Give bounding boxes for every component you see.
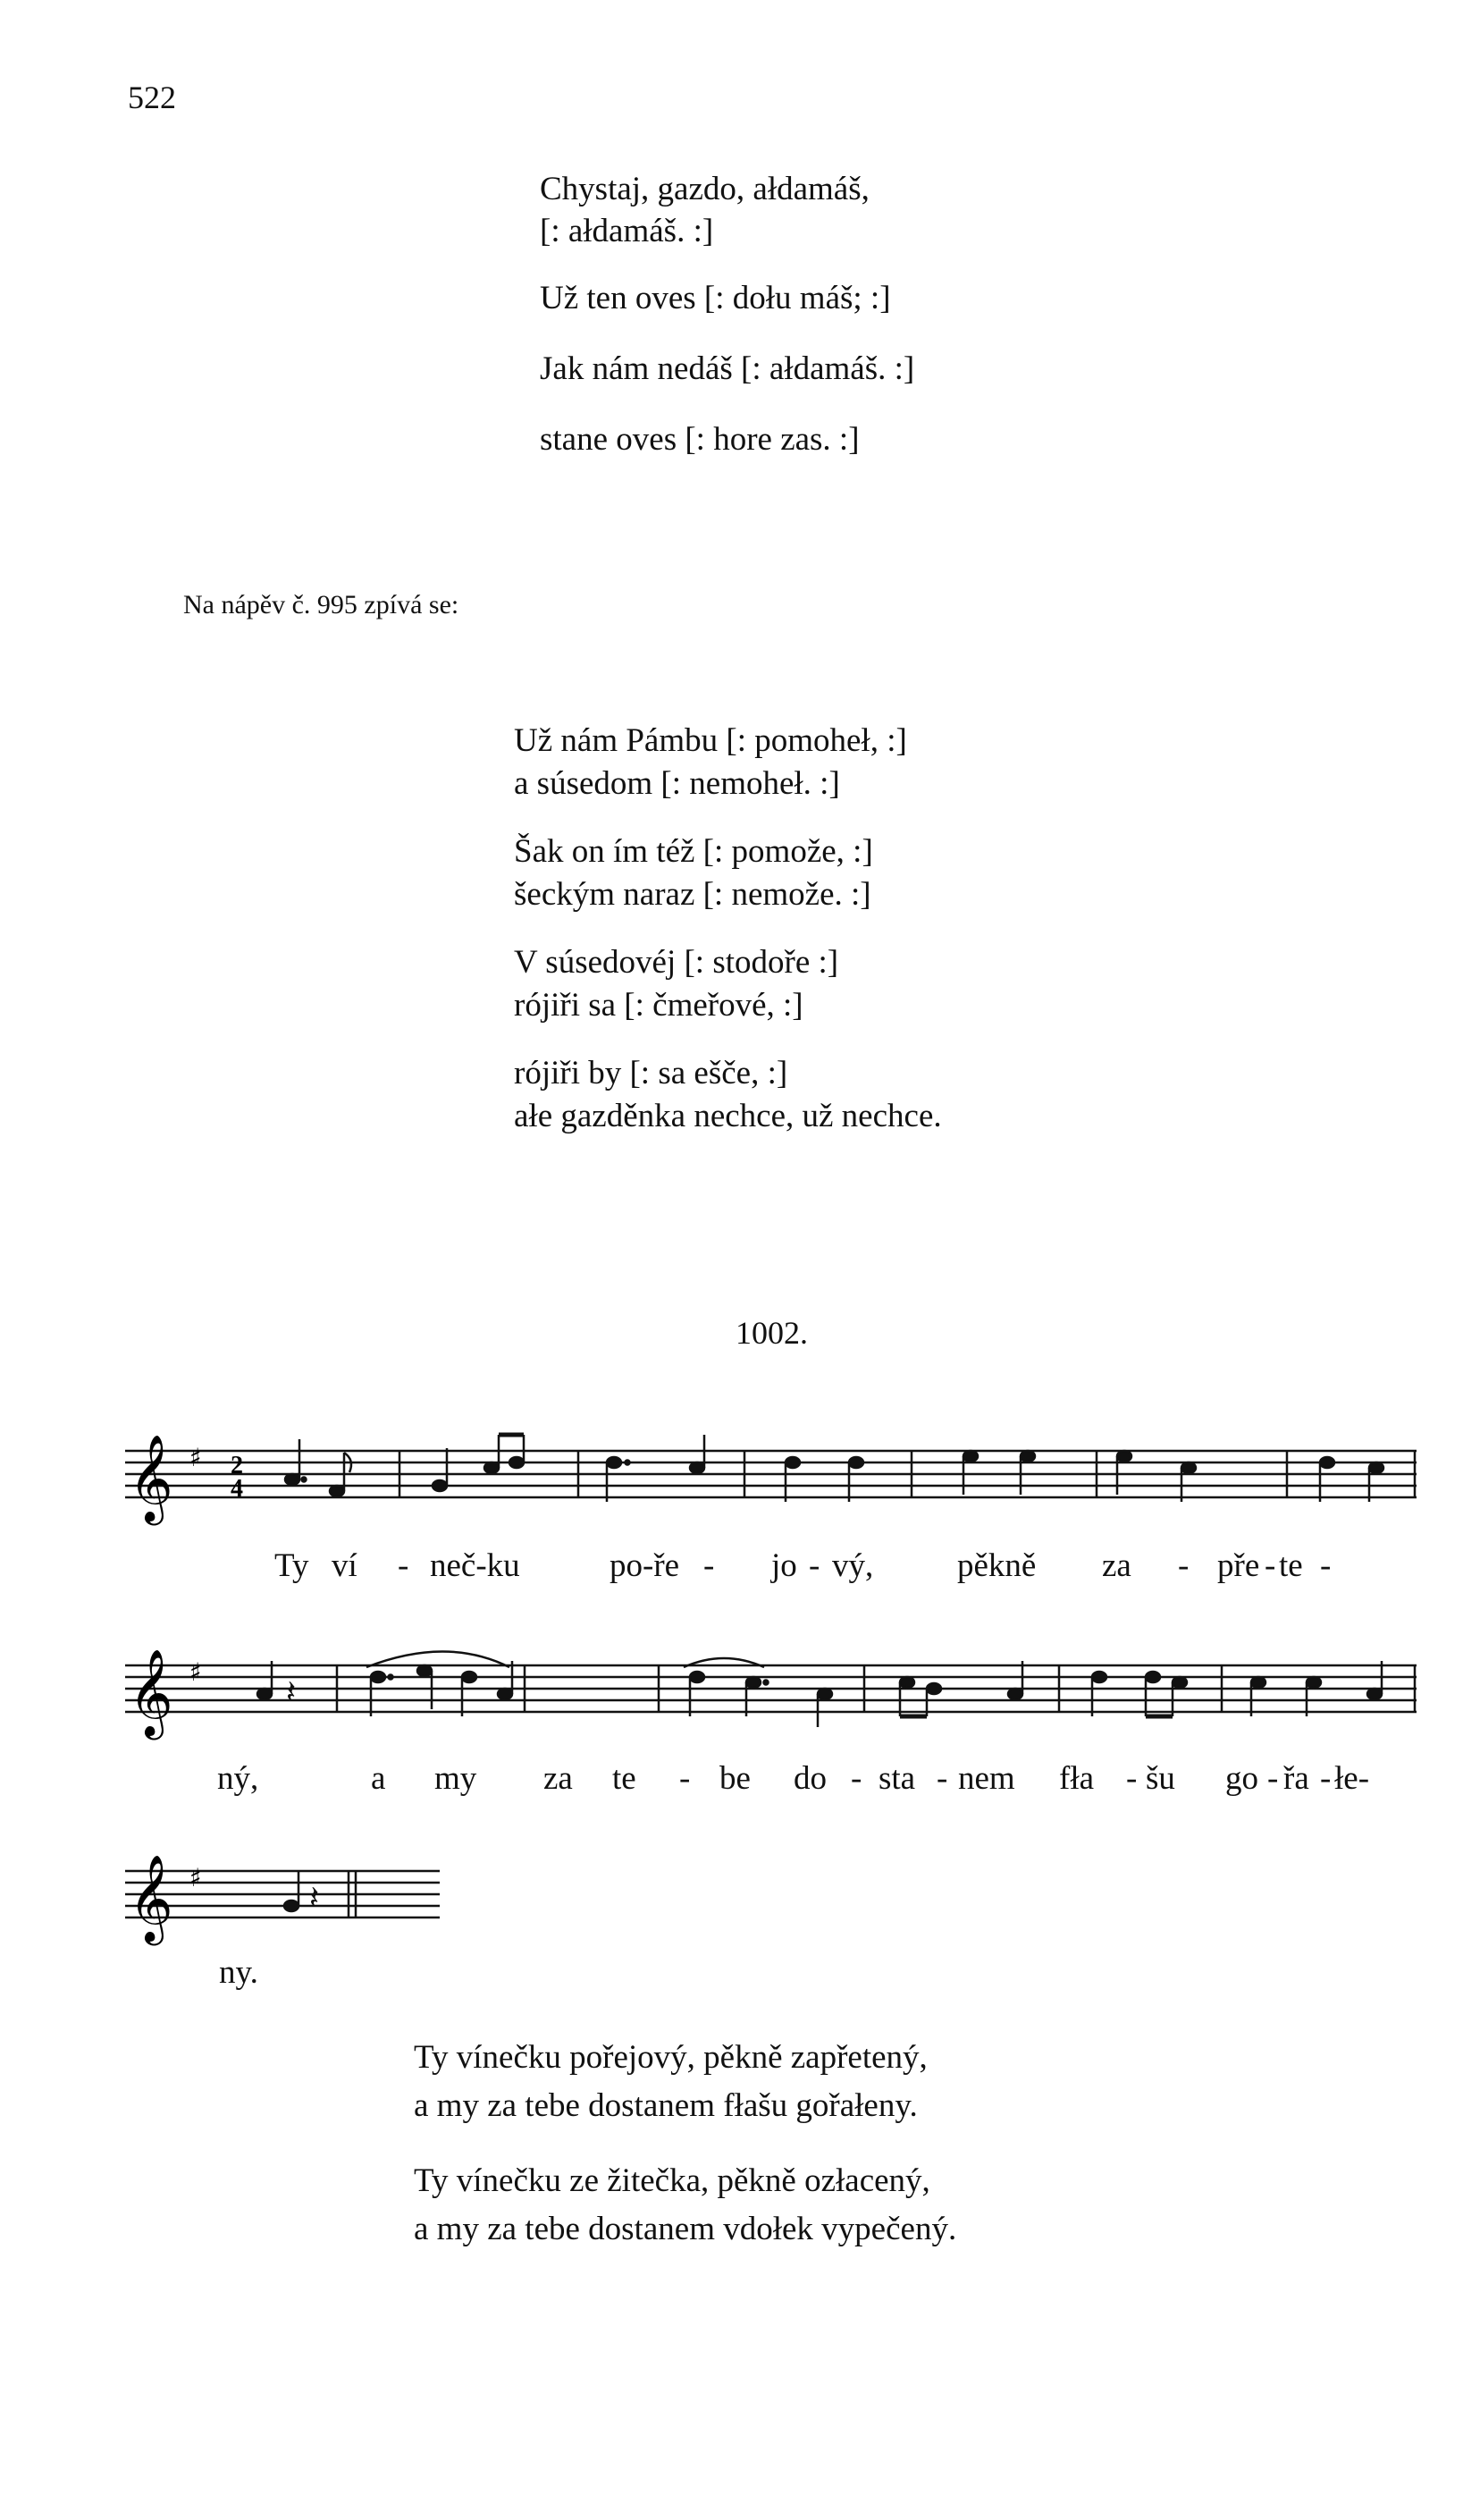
- lyric: sta: [879, 1760, 916, 1797]
- lyric: ny.: [219, 1954, 258, 1991]
- lyric: pře: [1217, 1547, 1260, 1584]
- lyric: po-ře: [610, 1547, 680, 1584]
- treble-clef-icon: 𝄞: [129, 1648, 173, 1736]
- lyric: fła: [1059, 1760, 1095, 1797]
- lyric: -: [851, 1760, 862, 1797]
- sharp-icon: ♯: [189, 1443, 202, 1472]
- time-signature-top: 2: [231, 1452, 243, 1479]
- song-number: 1002.: [736, 1315, 808, 1351]
- music-staff-3: [125, 1850, 447, 1958]
- verse-line: Už nám Pámbu [: pomoheł, :]: [514, 722, 907, 759]
- verse-line: [: ałdamáš. :]: [540, 213, 714, 249]
- lyric: -: [1178, 1547, 1190, 1584]
- lyric: šu: [1146, 1760, 1175, 1797]
- lyric: do: [794, 1760, 827, 1797]
- melody-reference-note: Na nápěv č. 995 zpívá se:: [183, 590, 459, 619]
- music-staff-2: [125, 1645, 1421, 1752]
- lyric: za: [543, 1760, 573, 1797]
- treble-clef-icon: 𝄞: [129, 1434, 173, 1521]
- time-signature-bottom: 4: [231, 1475, 243, 1503]
- lyric: go: [1225, 1760, 1258, 1797]
- lyric: -: [1320, 1547, 1332, 1584]
- verse-line: a my za tebe dostanem vdołek vypečený.: [414, 2211, 957, 2247]
- lyric: vý,: [832, 1547, 874, 1584]
- lyric: -: [1320, 1760, 1332, 1797]
- verse-line: Chystaj, gazdo, ałdamáš,: [540, 171, 870, 207]
- lyric: řa: [1283, 1760, 1309, 1797]
- verse-line: Šak on ím též [: pomože, :]: [514, 833, 873, 870]
- music-staff-1: [125, 1430, 1421, 1538]
- lyric: te: [1279, 1547, 1303, 1584]
- sharp-icon: ♯: [189, 1863, 202, 1892]
- verse-line: rójiři sa [: čmeřové, :]: [514, 987, 803, 1024]
- verse-c: [414, 2034, 956, 2254]
- notes: [285, 1435, 1383, 1502]
- lyric: be: [719, 1760, 751, 1797]
- lyric: my: [434, 1760, 477, 1797]
- lyric: pěkně: [957, 1547, 1037, 1584]
- lyric: a: [371, 1760, 386, 1797]
- lyric: neč-ku: [430, 1547, 520, 1584]
- verse-line: Ty vínečku ze žitečka, pěkně ozłacený,: [414, 2162, 930, 2199]
- verse-line: rójiři by [: sa ešče, :]: [514, 1055, 788, 1091]
- svg-text:𝄽: 𝄽: [309, 1880, 320, 1917]
- verse-b: [514, 720, 942, 1138]
- lyric: ný,: [217, 1760, 259, 1797]
- svg-text:𝄽: 𝄽: [286, 1674, 297, 1711]
- page-number: 522: [128, 80, 176, 115]
- lyric: -: [703, 1547, 715, 1584]
- verse-line: a súsedom [: nemoheł. :]: [514, 765, 840, 802]
- lyric: te: [612, 1760, 636, 1797]
- lyric: Ty: [274, 1547, 309, 1584]
- verse-line: Ty vínečku pořejový, pěkně zapřetený,: [414, 2039, 928, 2076]
- verse-line: Už ten oves [: dołu máš; :]: [540, 280, 891, 316]
- staff-lines: [125, 1451, 1417, 1497]
- verse-line: stane oves [: hore zas. :]: [540, 421, 860, 458]
- treble-clef-icon: 𝄞: [129, 1854, 173, 1942]
- lyric: -: [1126, 1760, 1138, 1797]
- verse-line: a my za tebe dostanem fłašu gořałeny.: [414, 2087, 918, 2124]
- verse-line: šeckým naraz [: nemože. :]: [514, 876, 871, 913]
- sharp-icon: ♯: [189, 1657, 202, 1687]
- lyric: -: [1265, 1547, 1276, 1584]
- lyric: -: [809, 1547, 820, 1584]
- lyric: łe-: [1334, 1760, 1370, 1797]
- verse-line: V súsedovéj [: stodoře :]: [514, 944, 839, 981]
- lyric: jo: [771, 1547, 797, 1584]
- lyric: za: [1102, 1547, 1131, 1584]
- lyric: nem: [958, 1760, 1015, 1797]
- verse-line: Jak nám nedáš [: ałdamáš. :]: [540, 350, 915, 387]
- lyric: -: [398, 1547, 409, 1584]
- lyric: -: [1267, 1760, 1279, 1797]
- verse-a: [540, 168, 914, 460]
- lyric: ví: [332, 1547, 357, 1584]
- verse-line: ałe gazděnka nechce, už nechce.: [514, 1098, 942, 1134]
- lyric: -: [679, 1760, 691, 1797]
- lyric: -: [937, 1760, 948, 1797]
